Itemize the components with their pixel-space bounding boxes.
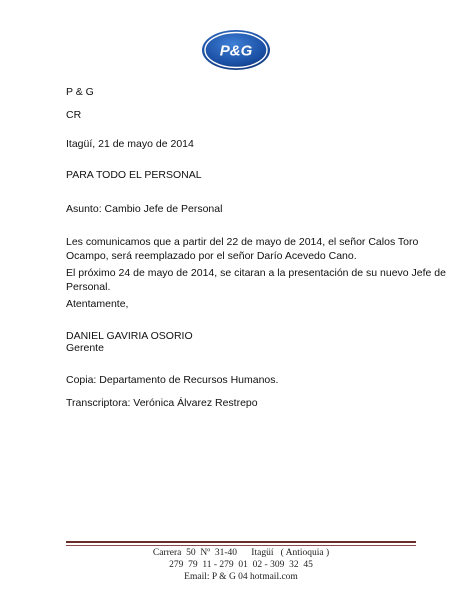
body-paragraph-2-line-1: El próximo 24 de mayo de 2014, se citaran a la presentación de su nuevo Jefe de bbox=[66, 267, 446, 279]
footer-address bbox=[66, 547, 416, 583]
body-paragraph-1-line-1: Les comunicamos que a partir del 22 de mayo de 2014, el señor Calos Toro bbox=[66, 236, 419, 248]
footer-email-line: Email: P & G 04 hotmail.com bbox=[184, 572, 298, 582]
reference-line: CR bbox=[66, 109, 82, 121]
footer-divider-thin bbox=[66, 545, 416, 546]
pg-logo-icon bbox=[200, 28, 272, 72]
body-paragraph-2-line-2: Personal. bbox=[66, 281, 111, 293]
footer-divider bbox=[66, 541, 416, 543]
subject-line: Asunto: Cambio Jefe de Personal bbox=[66, 203, 223, 215]
company-line: P & G bbox=[66, 86, 94, 98]
body-paragraph-1-line-2: Ocampo, será reemplazado por el señor Darío Acevedo Cano. bbox=[66, 250, 357, 262]
footer-phone-line: 279 79 11 - 279 01 02 - 309 32 45 bbox=[169, 560, 313, 570]
copy-line: Copia: Departamento de Recursos Humanos. bbox=[66, 374, 279, 386]
body-paragraph-1 bbox=[66, 235, 419, 263]
closing-line: Atentamente, bbox=[66, 298, 129, 310]
date-line: Itagüí, 21 de mayo de 2014 bbox=[66, 138, 194, 150]
signer-title: Gerente bbox=[66, 342, 104, 354]
logo-text: P&G bbox=[219, 42, 253, 60]
footer-address-line: Carrera 50 Nº 31-40 Itagüí ( Antioquia ) bbox=[152, 548, 330, 558]
recipient-line: PARA TODO EL PERSONAL bbox=[66, 169, 202, 181]
transcriber-line: Transcriptora: Verónica Álvarez Restrepo bbox=[66, 397, 258, 409]
signer-name: DANIEL GAVIRIA OSORIO bbox=[66, 330, 193, 342]
body-paragraph-2 bbox=[66, 266, 446, 294]
